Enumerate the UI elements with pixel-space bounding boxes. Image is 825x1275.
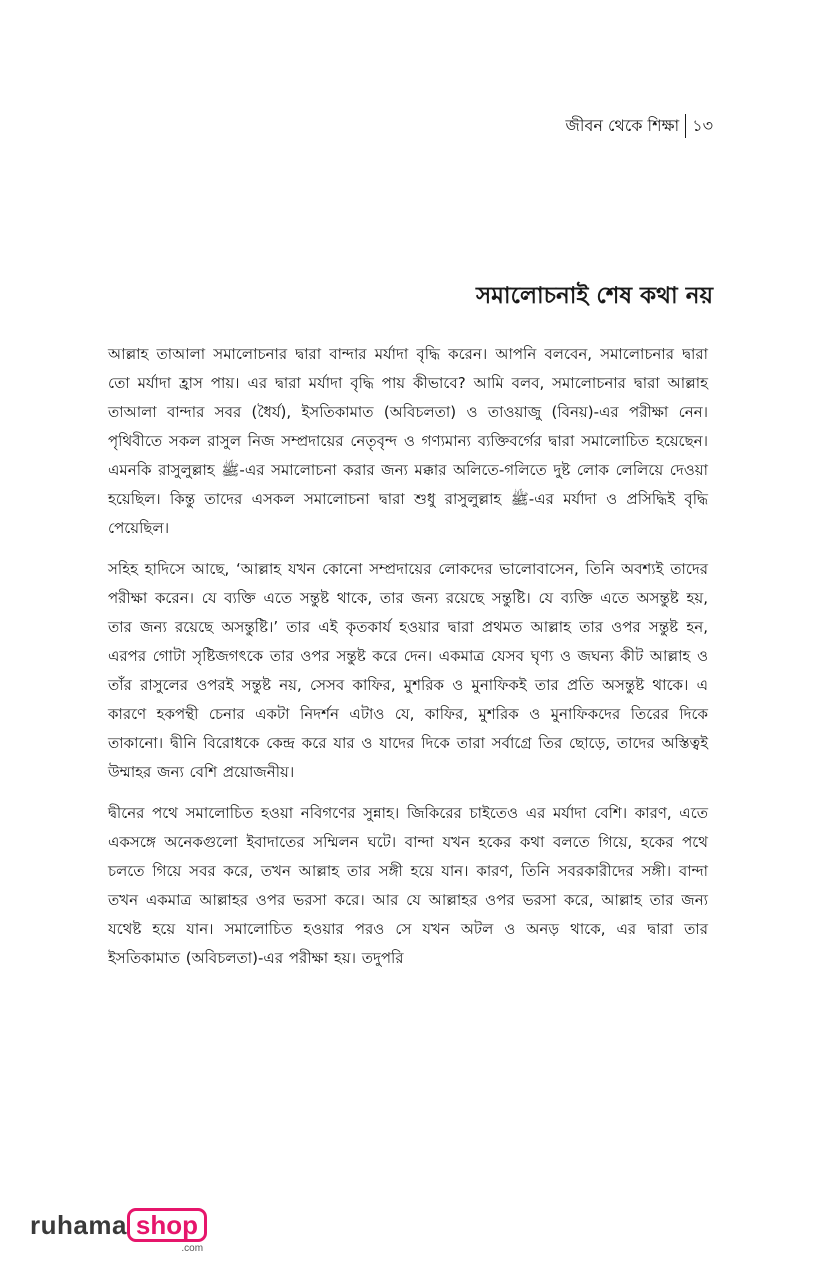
paragraph-3: দ্বীনের পথে সমালোচিত হওয়া নবিগণের সুন্নাহ। জিকিরের চাইতেও এর মর্যাদা বেশি। কারণ, এতে একসঙ্গে অনেকগুলো ইবাদাতের সম্মিলন ঘটে। বান্দা যখন হকের কথা বলতে গিয়ে, হকের পথে চলতে গিয়ে সবর করে, তখন আল্লাহ তার সঙ্গী হয়ে যান। কারণ, তিনি সবরকারীদের সঙ্গী। বান্দা তখন একমাত্র আল্লাহর ওপর ভরসা করে। আর যে আল্লাহর ওপর ভরসা করে, আল্লাহ তার জন্য যথেষ্ট হয়ে যান। সমালোচিত হওয়ার পরও সে যখন অটল ও অনড় থাকে, এর দ্বারা তার ইসতিকামাত (অবিচলতা)-এর পরীক্ষা হয়। তদুপরি <box>108 804 708 967</box>
page-number: ১৩ <box>692 116 713 135</box>
ruhamashop-logo <box>30 1208 207 1254</box>
body-text <box>108 340 708 985</box>
logo-brand-text: ruhama <box>30 1210 127 1240</box>
running-header <box>566 114 713 138</box>
paragraph-2: সহিহ হাদিসে আছে, ‘আল্লাহ যখন কোনো সম্প্রদায়ের লোকদের ভালোবাসেন, তিনি অবশ্যই তাদের পরীক্ষা করেন। যে ব্যক্তি এতে সন্তুষ্ট থাকে, তার জন্য রয়েছে সন্তুষ্টি। যে ব্যক্তি এতে অসন্তুষ্ট হয়, তার জন্য রয়েছে অসন্তুষ্টি।’ তার এই কৃতকার্য হওয়ার দ্বারা প্রথমত আল্লাহ তার ওপর সন্তুষ্ট হন, এরপর গোটা সৃষ্টিজগৎকে তার ওপর সন্তুষ্ট করে দেন। একমাত্র যেসব ঘৃণ্য ও জঘন্য কীট আল্লাহ ও তাঁর রাসুলের ওপরই সন্তুষ্ট নয়, সেসব কাফির, মুশরিক ও মুনাফিকই তার প্রতি অসন্তুষ্ট থাকে। এ কারণে হকপন্থী চেনার একটা নিদর্শন এটাও যে, কাফির, মুশরিক ও মুনাফিকদের তিরের দিকে তাকানো। দ্বীনি বিরোধকে কেন্দ্র করে যার ও যাদের দিকে তারা সর্বাগ্রে তির ছোড়ে, তাদের অস্তিত্বই উম্মাহর জন্য বেশি প্রয়োজনীয়। <box>108 560 708 781</box>
paragraph-1: আল্লাহ তাআলা সমালোচনার দ্বারা বান্দার মর্যাদা বৃদ্ধি করেন। আপনি বলবেন, সমালোচনার দ্বারা তো মর্যাদা হ্রাস পায়। এর দ্বারা মর্যাদা বৃদ্ধি পায় কীভাবে? আমি বলব, সমালোচনার দ্বারা আল্লাহ তাআলা বান্দার সবর (ধৈর্য), ইসতিকামাত (অবিচলতা) ও তাওয়াজু (বিনয়)-এর পরীক্ষা নেন। পৃথিবীতে সকল রাসুল নিজ সম্প্রদায়ের নেতৃবৃন্দ ও গণ্যমান্য ব্যক্তিবর্গের দ্বারা সমালোচিত হয়েছেন। এমনকি রাসুলুল্লাহ ﷺ-এর সমালোচনা করার জন্য মক্কার অলিতে-গলিতে দুষ্ট লোক লেলিয়ে দেওয়া হয়েছিল। কিন্তু তাদের এসকল সমালোচনা দ্বারা শুধু রাসুলুল্লাহ ﷺ-এর মর্যাদা ও প্রসিদ্ধিই বৃদ্ধি পেয়েছিল। <box>108 345 708 537</box>
logo-shop-text: shop <box>127 1208 207 1242</box>
logo-domain-text: .com <box>181 1243 204 1254</box>
header-divider <box>685 114 686 138</box>
chapter-title: সমালোচনাই শেষ কথা নয় <box>475 283 713 309</box>
running-title: জীবন থেকে শিক্ষা <box>565 116 680 135</box>
logo-badge <box>127 1208 207 1254</box>
